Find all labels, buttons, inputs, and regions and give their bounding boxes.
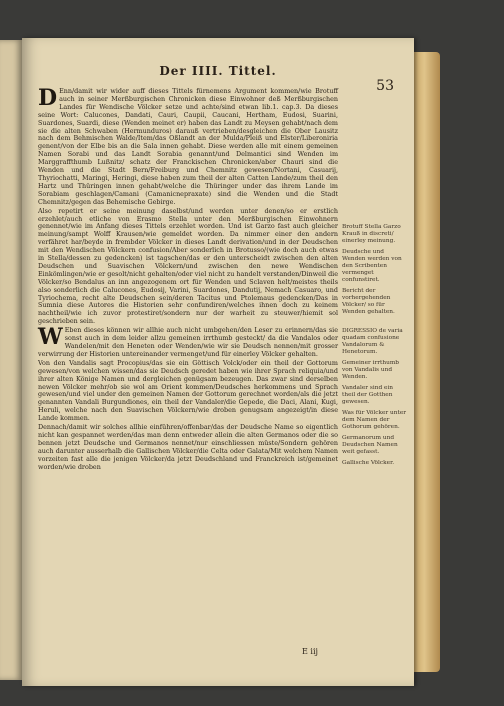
- marginalia: [342, 88, 408, 471]
- margin-note: Gemeiner irrthumb von Vandalis und Wenden.: [342, 360, 400, 380]
- margin-note: DIGRESSIO de varia quadam confusione Vandalorum & Henetorum.: [342, 328, 403, 355]
- margin-note: Brotuff Stella Garzo Krauß in discreti/ einerley meinung.: [342, 224, 401, 244]
- paragraph-text: Von den Vandalis sagt Procopius/das sie ein Göttisch Volck/oder ein theil der Gottorum gewesen/von welchen wissen/das sie Deudsch geredet haben wie ihrer Sprach reliquia/und ihrer alten Könige Namen und dergleichen genügsam bezeugen. Das zwar sind derselben newen Völcker mehr/ob sie wol am Orient kommen/Deudsches herkommens und Sprach gewesen/und viel under den gemeinen Namen der Gottorum gerechnet worden/als die jetzt genannten Vandali Burgundiones, ein theil der Vandaler/die Gepede, die Daci, Alani, Kugi, Heruli, welche nach den Suavischen Völckern/wie droben genugsam angezeigt/in diese Lande kommen.: [38, 358, 338, 423]
- book-page: [22, 38, 414, 686]
- page-number: 53: [376, 78, 394, 94]
- paragraph: [38, 85, 338, 207]
- margin-note: Germanorum und Deudschen Namen weit gefasst.: [342, 435, 398, 455]
- margin-note: Vandaler sind ein theil der Gotthen gewesen.: [342, 385, 394, 405]
- paragraph: [38, 208, 338, 327]
- paragraph: [38, 360, 338, 423]
- margin-note: Gallische Völcker.: [342, 460, 395, 466]
- facing-page-edge: [0, 40, 22, 680]
- drop-capital: D: [38, 85, 58, 111]
- book-fore-edge: [414, 52, 440, 672]
- paragraph: [38, 424, 338, 471]
- paragraph-text: Dennach/damit wir solches allhie einführen/offenbar/das der Deudsche Name so eigentlich nicht kan gespannet werden/das man denn entweder allein die alten Germanos oder die so bennen jetzt Deudsche und Germanos nennet/nur einschliessen müste/Sondern gehören auch darunter ausserhalb die Gallischen Völcker/die Celta oder Galata/Mit welchem Namen vorzeiten fast alle die jenigen Völcker/da jetzt Deudschland und Franckreich ist/gemeinet worden/wie droben: [38, 423, 338, 471]
- body-text: [38, 85, 338, 473]
- margin-note: Was für Völcker unter dem Namen der Gothorum gehören.: [342, 410, 407, 430]
- paragraph-text: Eben dieses können wir allhie auch nicht umbgehen/den Leser zu erinnern/das sie sonst auch in dem leider allzu gemeinen irrthumb gesteckt/ da die Vandalos oder Wandelen/mit den Heneten oder Wenden/wie wir sie Deudsch nennen/mit grosser verwirrung der Historien untereinander vermenget/und für einerley Völcker gehalten.: [38, 326, 338, 358]
- drop-capital: W: [38, 324, 63, 351]
- paragraph-text: Enn/damit wir wider auff dieses Tittels fürnemens Argument kommen/wie Brotuff auch in seiner Merßburgischen Chronicken diese Einwohner deß Merßburgischen Landes für Wendische Völcker setze und achte/sind etwan lib.1. cap.3. Da dieses seine Wort: Calucones, Dandati, Cauri, Caupii, Caucani, Hertham, Eudosi, Suarini, Suardones, Suardi, diese (Wenden meinet er) haben das Landt zu Meysen gehabt/nach dem sie die alten Schwaben (Hermunduros) darauß vertrieben/desgleichen die Ober Lausitz nach dem Behmischen Walde/Item/das Oßlandt an der Mulda/Pleiß und Elster/Liberoniria genent/von der Elbe bis an die Sala innen gehabt. Diese werden alle mit einem gemeinen Namen Sorabi und das Landt Sorabia genannt/und Delmantici sind Wenden im Marggraffthumb Lußnitz/ schatz der Franckischen Chronicken/aber Chauri sind die Wenden und die Stadt Bern/Freiburg und Chemnitz gewesen/Nortani, Casuarij, Thyriochatti, Maringi, Heringi, diese haben zum theil der alten Catten Lande/zum theil den Hartz und Thüringen innen gehabt/welche die Thüringer under das ihrem Lande im Sorabiam geschlagen/Camani (Camanicnepraxate) sind die Wenden und die Stadt Chemnitz/gegen das Behemische Gebirge.: [38, 87, 338, 206]
- margin-note: Deudsche und Wenden werden von den Scribenten vermenget confunstiret.: [342, 249, 402, 283]
- catchword: E iij: [302, 647, 318, 656]
- margin-note: Bericht der vorhergehenden Völcker/ so für Wenden gehalten.: [342, 288, 395, 315]
- paragraph-text: Also repetirt er seine meinung daselbst/und werden unter denen/so er erstlich erzehlet/auch etliche von Erasmo Stella unter den Merßburgischen Einwohnern genennet/wie im Anfang dieses Tittels erzehlet worden. Und ist Garzo fast auch gleicher meinung/sampt Wolff Krausen/wie gemeldet worden. Da nimmer einer den andern verfähret har/beyde in frembder Völcker in dieses Landt derivation/und in der Deudschen mit den Wendischen Völckern confusion/Aber sonderlich in Brotusso/(wie doch auch etwas in Stella/dessen zu gedencken) ist tagschen/das er den unterscheidt zwischen den alten Deudschen und Suavischen Völckern/und zwischen den newe Wendischen Einkömlingen/wie er gesolt/nicht gehalten/oder viel nicht zu handelt verstanden/Dinweil die Völcker/so Bendalus an inn angezogenem ort für Wenden und Sclaven helt/meistes theils also sonderlich die Calucones, Eudosij, Varini, Suardones, Dandutij, Nemach Casuaro, und Tyriochema, recht alte Deudschen sein/deren Tacitus und Ptolemaus gedencken/Das in Sumnia diese Autores die Historien sehr confundiren/welches ihnen doch zu keinem nachtheil/wie ich zuvor protestiret/sondern nur der warheit zu steuwer/hiemit sol geschrieben sein.: [38, 206, 338, 326]
- chapter-header: Der IIII. Tittel.: [159, 64, 277, 78]
- paragraph: [38, 324, 338, 359]
